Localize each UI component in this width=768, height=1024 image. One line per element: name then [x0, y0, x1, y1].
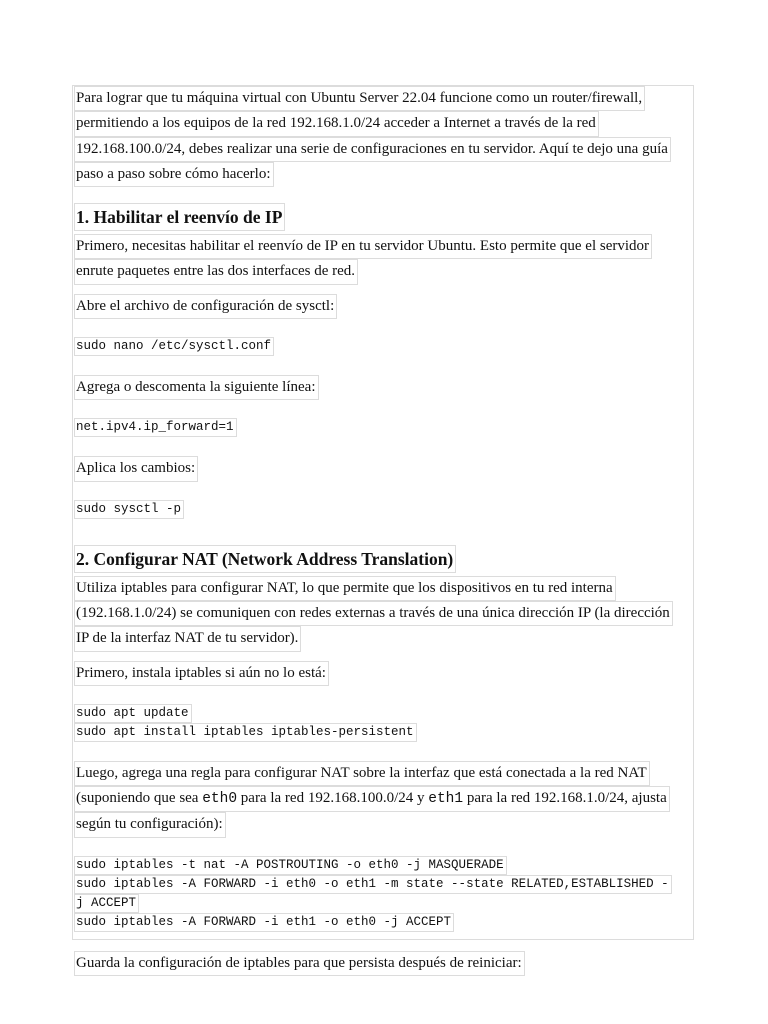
inline-code-eth0: eth0 — [202, 791, 238, 808]
code-line: sudo apt install iptables iptables-persistent — [74, 723, 417, 742]
text-line — [74, 786, 670, 812]
code-line: sudo iptables -t nat -A POSTROUTING -o eth0 -j MASQUERADE — [74, 856, 507, 875]
text-line: enrute paquetes entre las dos interfaces de red. — [74, 259, 358, 284]
text-line: (192.168.1.0/24) se comuniquen con redes externas a través de una única dirección IP (la dirección — [74, 601, 673, 626]
code-line: sudo apt update — [74, 704, 192, 723]
section2-paragraph-3 — [76, 761, 692, 838]
text-line: Agrega o descomenta la siguiente línea: — [74, 375, 319, 400]
section1-paragraph-3 — [76, 375, 692, 400]
section2-paragraph-4 — [76, 951, 692, 976]
heading-text: 2. Configurar NAT (Network Address Translation) — [74, 545, 456, 573]
text-line: Primero, instala iptables si aún no lo está: — [74, 661, 329, 686]
code-block-ip-forward — [76, 418, 692, 437]
section2-paragraph-2 — [76, 661, 692, 686]
text-line: Guarda la configuración de iptables para que persista después de reiniciar: — [74, 951, 525, 976]
inline-code-eth1: eth1 — [428, 791, 464, 808]
text-line: Primero, necesitas habilitar el reenvío de IP en tu servidor Ubuntu. Esto permite que el servidor — [74, 234, 652, 259]
text-line: Abre el archivo de configuración de sysctl: — [74, 294, 337, 319]
section1-paragraph-2 — [76, 294, 692, 319]
code-block-sysctl-edit — [76, 337, 692, 356]
code-line: sudo iptables -A FORWARD -i eth0 -o eth1 -m state --state RELATED,ESTABLISHED - — [74, 875, 672, 894]
text-line: 192.168.100.0/24, debes realizar una serie de configuraciones en tu servidor. Aquí te dejo una guía — [74, 137, 671, 162]
section-heading-1 — [76, 203, 692, 231]
text-line: IP de la interfaz NAT de tu servidor). — [74, 626, 301, 651]
text-line: Luego, agrega una regla para configurar NAT sobre la interfaz que está conectada a la red NAT — [74, 761, 650, 786]
section2-paragraph-1 — [76, 576, 692, 652]
text-line: según tu configuración): — [74, 812, 226, 837]
code-block-iptables-rules — [76, 856, 692, 932]
text-segment: para la red 192.168.1.0/24, ajusta — [463, 790, 667, 807]
code-line: sudo sysctl -p — [74, 500, 184, 519]
text-line: Aplica los cambios: — [74, 456, 198, 481]
intro-paragraph — [76, 86, 692, 187]
code-line: net.ipv4.ip_forward=1 — [74, 418, 237, 437]
section1-paragraph-4 — [76, 456, 692, 481]
heading-text: 1. Habilitar el reenvío de IP — [74, 203, 285, 231]
section-heading-2 — [76, 545, 692, 573]
text-line: Utiliza iptables para configurar NAT, lo que permite que los dispositivos en tu red interna — [74, 576, 616, 601]
text-segment: (suponiendo que sea — [76, 790, 203, 807]
code-block-install-iptables — [76, 704, 692, 742]
code-line: sudo nano /etc/sysctl.conf — [74, 337, 274, 356]
code-line: sudo iptables -A FORWARD -i eth1 -o eth0 -j ACCEPT — [74, 913, 454, 932]
document-content — [76, 86, 692, 976]
text-line: permitiendo a los equipos de la red 192.168.1.0/24 acceder a Internet a través de la red — [74, 111, 599, 136]
section1-paragraph-1 — [76, 234, 692, 285]
text-segment: para la red 192.168.100.0/24 y — [237, 790, 429, 807]
text-line: Para lograr que tu máquina virtual con Ubuntu Server 22.04 funcione como un router/firewall, — [74, 86, 645, 111]
text-line: paso a paso sobre cómo hacerlo: — [74, 162, 274, 187]
code-line: j ACCEPT — [74, 894, 139, 913]
code-block-sysctl-apply — [76, 500, 692, 519]
